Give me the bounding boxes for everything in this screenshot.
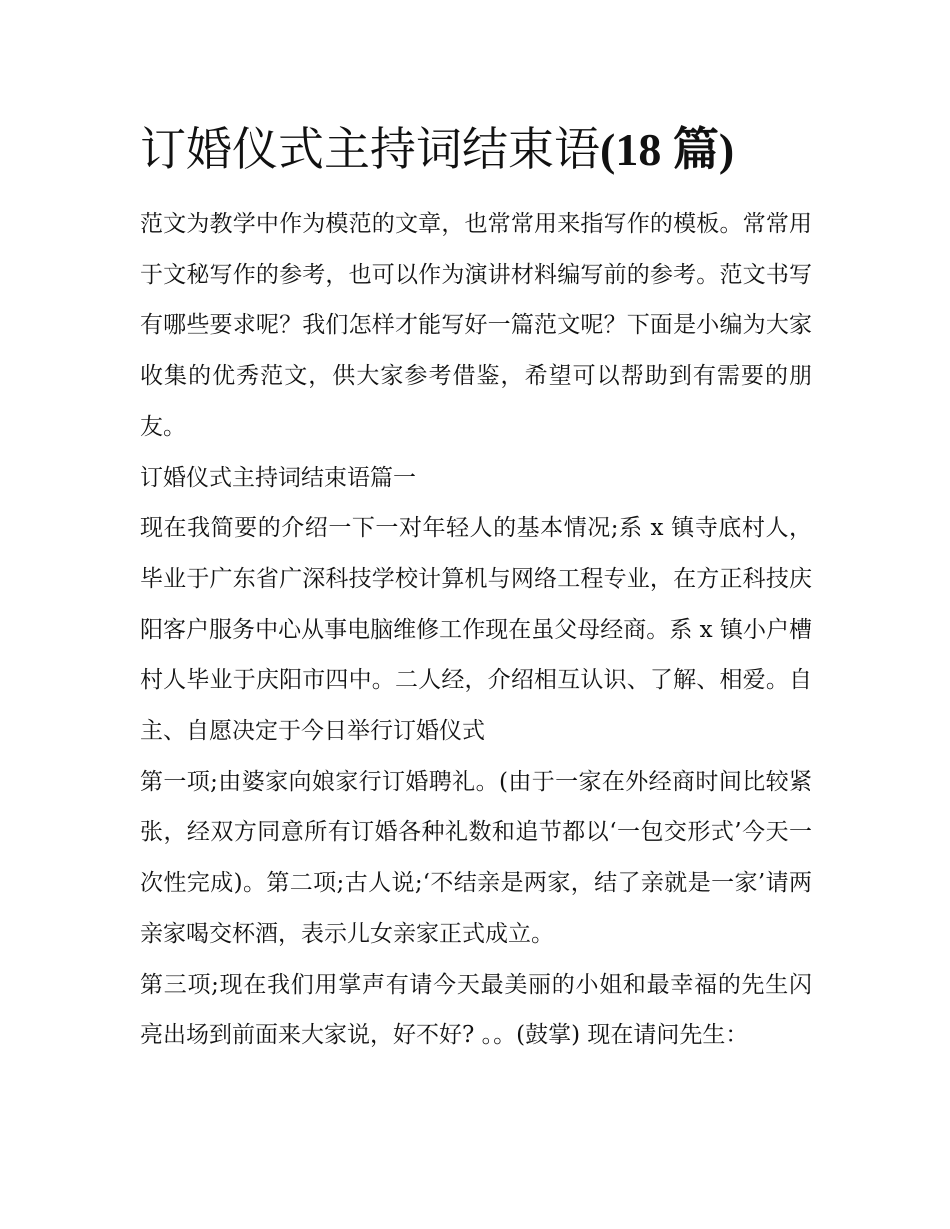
document-page	[140, 118, 812, 1061]
title-text: 订婚仪式主持词结束语	[140, 122, 600, 176]
body-paragraph-2: 第一项;由婆家向娘家行订婚聘礼。(由于一家在外经商时间比较紧张，经双方同意所有订婚各种礼数和追节都以‘一包交形式’今天一次性完成)。第二项;古人说;‘不结亲是两家，结了亲就是一家’请两亲家喝交杯酒，表示儿女亲家正式成立。	[140, 768, 812, 947]
section-heading: 订婚仪式主持词结束语篇一	[140, 464, 416, 491]
body-paragraph-3: 第三项;现在我们用掌声有请今天最美丽的小姐和最幸福的先生闪亮出场到前面来大家说，好不好? 。。(鼓掌) 现在请问先生：	[140, 971, 812, 1049]
intro-paragraph: 范文为教学中作为模范的文章，也常常用来指写作的模板。常常用于文秘写作的参考，也可以作为演讲材料编写前的参考。范文书写有哪些要求呢？我们怎样才能写好一篇范文呢？下面是小编为大家收集的优秀范文，供大家参考借鉴，希望可以帮助到有需要的朋友。	[140, 211, 812, 440]
title-count: (18 篇)	[600, 124, 735, 175]
document-title	[140, 118, 812, 181]
body-paragraph-1: 现在我简要的介绍一下一对年轻人的基本情况;系 x 镇寺底村人，毕业于广东省广深科技学校计算机与网络工程专业，在方正科技庆阳客户服务中心从事电脑维修工作现在虽父母经商。系 x 镇小户槽村人毕业于庆阳市四中。二人经，介绍相互认识、了解、相爱。自主、自愿决定于今日举行订婚仪式	[140, 515, 812, 745]
